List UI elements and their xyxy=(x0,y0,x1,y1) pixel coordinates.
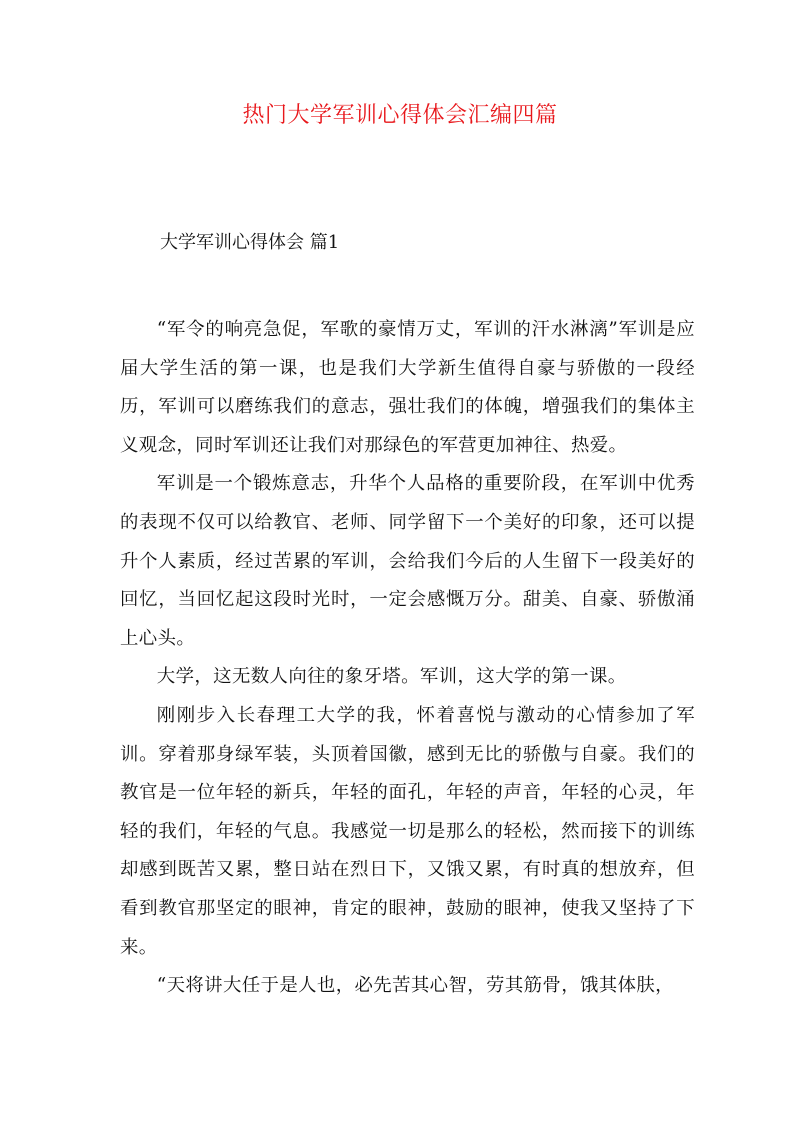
section-heading: 大学军训心得体会 篇1 xyxy=(160,232,340,253)
document-body xyxy=(120,311,695,1006)
paragraph-3: 大学，这无数人向往的象牙塔。军训，这大学的第一课。 xyxy=(156,666,627,688)
paragraph-2: 军训是一个锻炼意志，升华个人品格的重要阶段，在军训中优秀的表现不仅可以给教官、老师、同学留下一个美好的印象，还可以提升个人素质，经过苦累的军训，会给我们今后的人生留下一段美好的回忆，当回忆起这段时光时，一定会感慨万分。甜美、自豪、骄傲涌上心头。 xyxy=(120,473,695,649)
document-title: 热门大学军训心得体会汇编四篇 xyxy=(242,103,558,128)
paragraph-4: 刚刚步入长春理工大学的我，怀着喜悦与激动的心情参加了军训。穿着那身绿军装，头顶着国徽，感到无比的骄傲与自豪。我们的教官是一位年轻的新兵，年轻的面孔，年轻的声音，年轻的心灵，年轻的我们，年轻的气息。我感觉一切是那么的轻松，然而接下的训练却感到既苦又累，整日站在烈日下，又饿又累，有时真的想放弃，但看到教官那坚定的眼神，肯定的眼神，鼓励的眼神，使我又坚持了下来。 xyxy=(120,704,695,958)
paragraph-1: “军令的响亮急促，军歌的豪情万丈，军训的汗水淋漓”军训是应届大学生活的第一课，也是我们大学新生值得自豪与骄傲的一段经历，军训可以磨练我们的意志，强壮我们的体魄，增强我们的集体主义观念，同时军训还让我们对那绿色的军营更加神往、热爱。 xyxy=(120,319,695,456)
paragraph-5: “天将讲大任于是人也，必先苦其心智，劳其筋骨，饿其体肤， xyxy=(156,975,674,997)
